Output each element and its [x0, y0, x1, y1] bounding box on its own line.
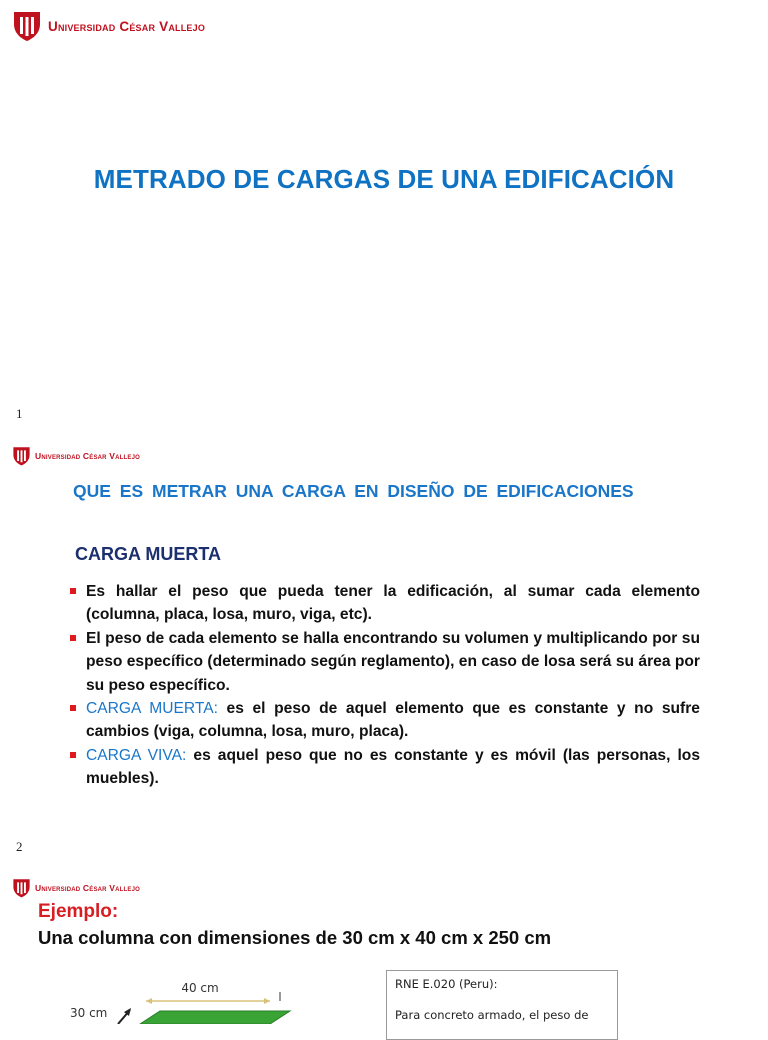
- bullet-square-icon: [70, 588, 76, 594]
- example-label: Ejemplo:: [38, 901, 119, 922]
- depth-label: 30 cm: [70, 1006, 108, 1020]
- page-number-2: 2: [16, 839, 23, 854]
- ucv-shield-icon: [12, 10, 42, 42]
- slide-1: [0, 0, 768, 400]
- bullet-text: El peso de cada elemento se halla encontrando su volumen y multiplicando por su peso específico (determinado según reglamento), en caso de losa será su área por su peso específico.: [86, 629, 700, 694]
- bullet-square-icon: [70, 635, 76, 641]
- bullet-square-icon: [70, 752, 76, 758]
- university-logo: [12, 10, 205, 42]
- section-subheading: CARGA MUERTA: [75, 544, 221, 564]
- example-text: Una columna con dimensiones de 30 cm x 40 cm x 250 cm: [38, 927, 552, 948]
- slide-3: [0, 872, 768, 1024]
- bullet-text: es el peso de aquel elemento que es constante y no sufre cambios (viga, columna, losa, muro, placa).: [86, 700, 700, 741]
- slide-2: [0, 440, 768, 835]
- bullet-text: es aquel peso que no es constante y es móvil (las personas, los muebles).: [86, 746, 701, 788]
- column-top-face: [140, 1011, 290, 1024]
- bullet-square-icon: [70, 705, 76, 711]
- logo-text: Universidad César Vallejo: [35, 883, 141, 893]
- university-logo: [12, 446, 140, 466]
- list-item: [68, 744, 700, 791]
- slide-heading: QUE ES METRAR UNA CARGA EN DISEÑO DE EDIFICACIONES: [73, 481, 634, 501]
- ucv-shield-icon: [12, 446, 31, 466]
- slide-title: METRADO DE CARGAS DE UNA EDIFICACIÓN: [93, 164, 675, 194]
- bullet-keyword: CARGA MUERTA:: [86, 700, 218, 718]
- bullet-text: Es hallar el peso que pueda tener la edificación, al sumar cada elemento (columna, placa, losa, muro, viga, etc).: [86, 583, 700, 624]
- page-number-1: 1: [16, 406, 23, 421]
- list-item: [68, 627, 700, 697]
- arrow-left-icon: [146, 998, 152, 1004]
- column-diagram: [0, 968, 320, 1024]
- arrow-right-icon: [264, 998, 270, 1004]
- rne-line-1: RNE E.020 (Peru):: [395, 977, 498, 991]
- logo-text: Universidad César Vallejo: [35, 451, 141, 461]
- width-label: 40 cm: [181, 981, 219, 995]
- list-item: [68, 697, 700, 744]
- list-item: [68, 580, 700, 627]
- rne-line-2: Para concreto armado, el peso de: [395, 1008, 589, 1022]
- university-logo: [12, 878, 140, 898]
- bullet-list: [68, 580, 700, 791]
- ucv-shield-icon: [12, 878, 31, 898]
- bullet-keyword: CARGA VIVA:: [86, 746, 187, 764]
- rne-note-box: [386, 970, 618, 1040]
- logo-text: Universidad César Vallejo: [48, 18, 206, 34]
